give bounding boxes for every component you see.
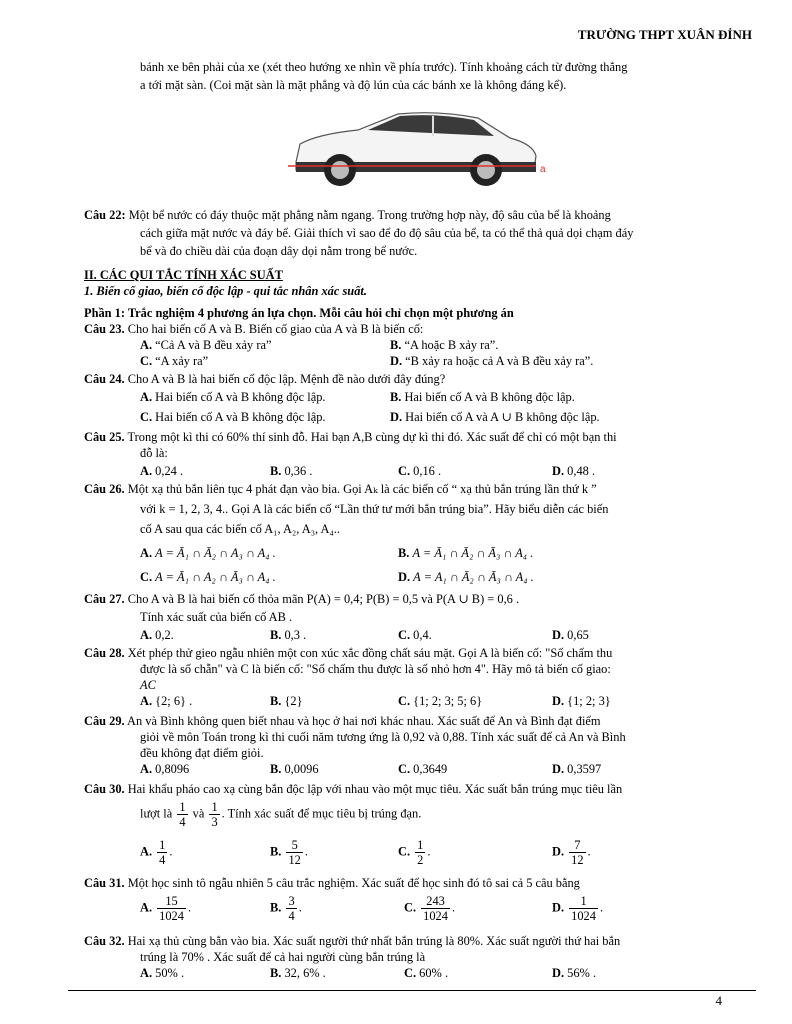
q32-option-c[interactable]: C. 60% . [404, 966, 449, 980]
q28-option-d[interactable]: D. {1; 2; 3} [552, 694, 611, 708]
q24-option-a[interactable]: A. Hai biến cố A và B không độc lập. [140, 390, 326, 404]
q23-option-a[interactable]: A. “Cả A và B đều xảy ra” [140, 338, 272, 352]
q26-line-3: cố A sau qua các biến cố A₁, A₂, A₃, A₄.. [140, 522, 341, 536]
q26-option-a[interactable]: A. A = Ā₁ ∩ Ā₂ ∩ A₃ ∩ A₄ . [140, 546, 276, 560]
q24-option-c[interactable]: C. Hai biến cố A và B không độc lập. [140, 410, 326, 424]
question-30: Câu 30. Hai khẩu pháo cao xạ cùng bắn độc lập với nhau vào một mục tiêu. Xác suất bắn trúng mục tiêu lần [84, 782, 623, 796]
q28-option-c[interactable]: C. {1; 2; 3; 5; 6} [398, 694, 483, 708]
q31-option-d[interactable]: D. $\frac{1}{1024}$ . [552, 894, 604, 923]
q22-line-2: cách giữa mặt nước và đáy bể. Giải thích vì sao để đo độ sâu của bể, ta có thể thả quả dọi chạm đáy [140, 226, 634, 240]
question-23: Câu 23. Cho hai biến cố A và B. Biến cố giao của A và B là biến cố: [84, 322, 424, 336]
q29-option-b[interactable]: B. 0,0096 [270, 762, 319, 776]
q23-option-c[interactable]: C. “A xảy ra” [140, 354, 209, 368]
q27-option-a[interactable]: A. 0,2. [140, 628, 174, 642]
q27-option-c[interactable]: C. 0,4. [398, 628, 432, 642]
question-27: Câu 27. Cho A và B là hai biến cố thỏa mãn P(A) = 0,4; P(B) = 0,5 và P(A ∪ B) = 0,6 . [84, 592, 520, 606]
part-title: Phần 1: Trắc nghiệm 4 phương án lựa chọn. Mỗi câu hỏi chỉ chọn một phương án [84, 306, 514, 320]
question-25: Câu 25. Trong một kì thi có 60% thí sinh đỗ. Hai bạn A,B cùng dự kì thi đó. Xác suất để chỉ có một bạn thi [84, 430, 617, 444]
q26-option-d[interactable]: D. A = A₁ ∩ Ā₂ ∩ Ā₃ ∩ A₄ . [398, 570, 534, 584]
question-31: Câu 31. Một học sinh tô ngẫu nhiên 5 câu trắc nghiệm. Xác suất để học sinh đó tô sai cả 5 câu bằng [84, 876, 580, 890]
q27-option-d[interactable]: D. 0,65 [552, 628, 589, 642]
q30-option-c[interactable]: C. $\frac{1}{2}$ . [398, 838, 431, 867]
school-header: TRƯỜNG THPT XUÂN ĐỈNH [577, 27, 752, 42]
q25-option-c[interactable]: C. 0,16 . [398, 464, 442, 478]
q27-option-b[interactable]: B. 0,3 . [270, 628, 307, 642]
q29-option-a[interactable]: A. 0,8096 [140, 762, 190, 776]
q32-option-a[interactable]: A. 50% . [140, 966, 185, 980]
q24-option-d[interactable]: D. Hai biến cố A và A ∪ B không độc lập. [390, 410, 600, 424]
q22-line-3: bể và đo chiều dài của đoạn dây dọi nằm trong bể nước. [140, 244, 418, 258]
q28-line-3: AC [140, 678, 156, 692]
question-28: Câu 28. Xét phép thử gieo ngẫu nhiên một con xúc xắc đồng chất sáu mặt. Gọi A là biến cố: "Số chấm thu [84, 646, 613, 660]
q25-option-a[interactable]: A. 0,24 . [140, 464, 184, 478]
line-a-label: a [540, 164, 546, 175]
q26-option-b[interactable]: B. A = Ā₁ ∩ Ā₂ ∩ Ā₃ ∩ A₄ . [398, 546, 534, 560]
intro-line-2: a tới mặt sàn. (Coi mặt sàn là mặt phẳng và độ lún của các bánh xe là không đáng kể). [140, 78, 567, 92]
q26-line-2: với k = 1, 2, 3, 4.. Gọi A là các biến cố “Lần thứ tư mới bắn trúng bia”. Hãy biểu diễn các biến [140, 502, 609, 516]
q29-option-c[interactable]: C. 0,3649 [398, 762, 448, 776]
q23-option-b[interactable]: B. “A hoặc B xảy ra”. [390, 338, 499, 352]
q28-line-2: được là số chẵn" và C là biến cố: "Số chấm thu được là số nhỏ hơn 4". Hãy mô tả biến cố giao: [140, 662, 611, 676]
car-illustration [288, 104, 548, 194]
question-29: Câu 29. An và Bình không quen biết nhau và học ở hai nơi khác nhau. Xác suất để An và Bình đạt điểm [84, 714, 601, 728]
footer-divider [68, 990, 756, 991]
question-24: Câu 24. Cho A và B là hai biến cố độc lập. Mệnh đề nào dưới đây đúng? [84, 372, 446, 386]
q27-line-2: Tính xác suất của biến cố AB . [140, 610, 293, 624]
q25-option-b[interactable]: B. 0,36 . [270, 464, 313, 478]
intro-line-1: bánh xe bên phải của xe (xét theo hướng xe nhìn về phía trước). Tính khoảng cách từ đường thẳng [140, 60, 628, 74]
q29-option-d[interactable]: D. 0,3597 [552, 762, 602, 776]
q32-option-b[interactable]: B. 32, 6% . [270, 966, 326, 980]
subsection-title: 1. Biến cố giao, biến cố độc lập - qui tắc nhân xác suất. [84, 284, 367, 298]
q29-line-3: đều không đạt điểm giỏi. [140, 746, 264, 760]
q28-option-a[interactable]: A. {2; 6} . [140, 694, 193, 708]
q31-option-a[interactable]: A. $\frac{15}{1024}$ . [140, 894, 192, 923]
q28-option-b[interactable]: B. {2} [270, 694, 303, 708]
question-22: Câu 22: Một bể nước có đáy thuộc mặt phẳng nằm ngang. Trong trường hợp này, độ sâu của bể là khoảng [84, 208, 611, 222]
q32-line-2: trúng là 70% . Xác suất để cả hai người cùng bắn trúng là [140, 950, 426, 964]
page-number: 4 [715, 993, 722, 1008]
q25-option-d[interactable]: D. 0,48 . [552, 464, 596, 478]
q31-option-c[interactable]: C. $\frac{243}{1024}$ . [404, 894, 456, 923]
q30-line-2: lượt là $\frac{1}{4}$ và $\frac{1}{3}$ . Tính xác suất để mục tiêu bị trúng đạn. [140, 800, 422, 829]
q32-option-d[interactable]: D. 56% . [552, 966, 597, 980]
q29-line-2: giỏi về môn Toán trong kì thi cuối năm tương ứng là 0,92 và 0,88. Tính xác suất để cả An và Bình [140, 730, 626, 744]
q26-option-c[interactable]: C. A = Ā₁ ∩ A₂ ∩ Ā₃ ∩ A₄ . [140, 570, 276, 584]
q23-option-d[interactable]: D. “B xảy ra hoặc cả A và B đều xảy ra”. [390, 354, 594, 368]
question-26: Câu 26. Một xạ thủ bắn liên tục 4 phát đạn vào bia. Gọi Aₖ là các biến cố “ xạ thủ bắn trúng lần thứ k ” [84, 482, 597, 496]
section-title: II. CÁC QUI TẮC TÍNH XÁC SUẤT [84, 268, 283, 282]
q31-option-b[interactable]: B. $\frac{3}{4}$ . [270, 894, 302, 923]
q30-option-d[interactable]: D. $\frac{7}{12}$ . [552, 838, 591, 867]
question-32: Câu 32. Hai xạ thủ cùng bắn vào bia. Xác suất người thứ nhất bắn trúng là 80%. Xác suất người thứ hai bắn [84, 934, 621, 948]
q24-option-b[interactable]: B. Hai biến cố A và B không độc lập. [390, 390, 575, 404]
q25-line-2: đỗ là: [140, 446, 168, 460]
q30-option-b[interactable]: B. $\frac{5}{12}$ . [270, 838, 308, 867]
q30-option-a[interactable]: A. $\frac{1}{4}$ . [140, 838, 173, 867]
